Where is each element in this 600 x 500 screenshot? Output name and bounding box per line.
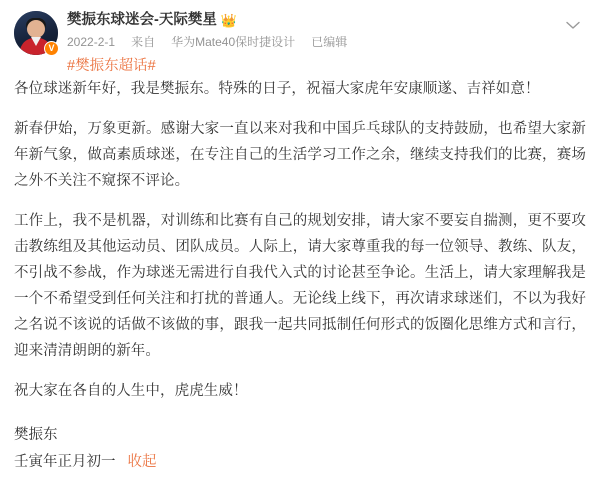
post-signature	[14, 422, 586, 475]
avatar[interactable]	[14, 11, 58, 55]
signature-date: 壬寅年正月初一	[14, 454, 116, 470]
collapse-text-button[interactable]: 收起	[127, 454, 157, 470]
post-date: 2022-2-1	[67, 35, 116, 49]
author-info	[67, 10, 586, 76]
meta-space-2	[161, 35, 164, 49]
meta-space-3	[302, 35, 305, 49]
verified-badge-icon: V	[44, 41, 59, 56]
post-paragraph: 新春伊始，万象更新。感谢大家一直以来对我和中国乒乓球队的支持鼓励，也希望大家新年新气象，做高素质球迷，在专注自己的生活学习工作之余，继续支持我们的比赛，赛场之外不关注不窥探不评论。	[14, 121, 586, 189]
signature-name: 樊振东	[14, 427, 58, 443]
avatar-face	[27, 20, 45, 38]
post-from-label: 来自	[131, 35, 156, 49]
post-paragraph: 各位球迷新年好，我是樊振东。特殊的日子，祝福大家虎年安康顺遂、吉祥如意！	[14, 81, 540, 97]
crown-icon: 👑	[220, 12, 238, 28]
post-content	[14, 76, 586, 404]
post-edited-flag: 已编辑	[311, 35, 348, 49]
author-name-row	[67, 11, 586, 29]
chevron-down-icon[interactable]	[562, 14, 584, 36]
post-header	[14, 10, 586, 74]
post-device[interactable]: 华为Mate40保时捷设计	[171, 35, 296, 49]
post-meta	[67, 34, 586, 50]
signature-date-row	[14, 449, 586, 475]
author-name[interactable]: 樊振东球迷会-天际樊星	[67, 12, 217, 28]
super-topic-link[interactable]: #樊振东超话#	[67, 58, 156, 74]
post-paragraph: 祝大家在各自的人生中，虎虎生威！	[14, 383, 248, 399]
post-paragraph: 工作上，我不是机器，对训练和比赛有自己的规划安排，请大家不要妄自揣测，更不要攻击教练组及其他运动员、团队成员。人际上，请大家尊重我的每一位领导、教练、队友，不引战不参战，作为球迷无需进行自我代入式的讨论甚至争论。生活上，请大家理解我是一个不希望受到任何关注和打扰的普通人。无论线上线下，再次请求球迷们，不以为我好之名说不该说的话做不该做的事，跟我一起共同抵制任何形式的饭圈化思维方式和言行，迎来清清朗朗的新年。	[14, 213, 586, 359]
meta-space-1	[121, 35, 124, 49]
